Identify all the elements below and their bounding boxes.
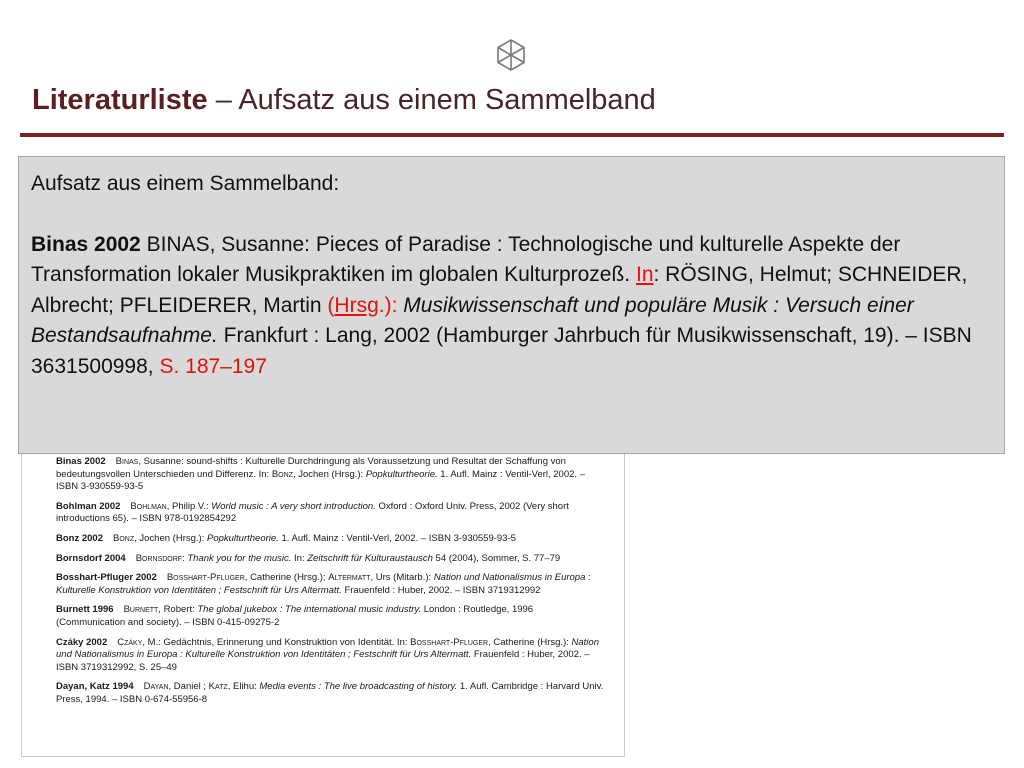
- slide-title: [32, 84, 656, 117]
- citation-example: Binas 2002 BINAS, Susanne: Pieces of Paradise : Technologische und kulturelle Aspekte der Transformation lokaler Musikpraktiken im globalen Kulturprozeß. In: RÖSING, Helmut; SCHNEIDER, Albrecht; PFLEIDERER, Martin (Hrsg.): Musikwissenschaft und populäre Musik : Versuch einer Bestandsaufnahme. Frankfurt : Lang, 2002 (Hamburger Jahrbuch für Musikwissenschaft, 19). – ISBN 3631500998, S. 187–197: [31, 232, 972, 378]
- bib-key: Bosshart-Pfluger 2002: [56, 572, 157, 584]
- bib-key: Dayan, Katz 1994: [56, 681, 134, 693]
- citation-key: Binas 2002: [31, 232, 141, 256]
- bib-entry: Czáky 2002 Czáky, M.: Gedächtnis, Erinnerung und Konstruktion von Identität. In: Bosshart-Pfluger, Catherine (Hrsg.): Nation und Nationalismus in Europa : Kulturelle Konstruktion von Identitäten ; Festschrift für Urs Altermatt. Frauenfeld : Huber, 2002. – ISBN 3719312992, S. 25–49: [56, 636, 599, 673]
- bib-key: Bonz 2002: [56, 532, 103, 544]
- example-callout-box: [18, 156, 1005, 454]
- bib-key: Burnett 1996: [56, 604, 114, 616]
- page-range: S. 187–197: [159, 354, 267, 378]
- bib-entry: Burnett 1996 Burnett, Robert: The global jukebox : The international music industry. London : Routledge, 1996 (Communication and society). – ISBN 0-415-09275-2: [56, 604, 534, 628]
- bib-key: Bohlman 2002: [56, 500, 121, 512]
- hrsg-keyword: Hrsg: [334, 293, 379, 317]
- bib-entry: Bosshart-Pfluger 2002 Bosshart-Pfluger, Catherine (Hrsg.); Altermatt, Urs (Mitarb.): Nation und Nationalismus in Europa : Kulturelle Konstruktion von Identitäten ; Festschrift für Urs Altermatt. Frauenfeld : Huber, 2002. – ISBN 3719312992: [56, 572, 591, 596]
- bib-entry: Bornsdorf 2004 Bornsdorf: Thank you for the music. In: Zeitschrift für Kulturaustausch 54 (2004), Sommer, S. 77–79: [56, 552, 561, 564]
- bib-entry: Dayan, Katz 1994 Dayan, Daniel ; Katz, Elihu: Media events : The live broadcasting of history. 1. Aufl. Cambridge : Harvard Univ. Press, 1994. – ISBN 0-674-55956-8: [56, 681, 604, 705]
- bibliography-excerpt: [21, 440, 625, 757]
- bib-entry: Bohlman 2002 Bohlman, Philip V.: World music : A very short introduction. Oxford : Oxford Univ. Press, 2002 (Very short introductions 65). – ISBN 978-0192854292: [56, 500, 569, 525]
- title-divider: [20, 133, 1004, 137]
- bib-entry: Binas 2002 Binas, Susanne: sound-shifts : Kulturelle Durchdringung als Voraussetzung und Resultat der Schaffung von bedeutungsvollen Unterschieden und Differenz. In: Bonz, Jochen (Hrsg.): Popkulturtheorie. 1. Aufl. Mainz : Ventil-Verl, 2002. – ISBN 3-930559-93-5: [56, 456, 585, 493]
- bib-key: Bornsdorf 2004: [56, 552, 126, 564]
- slide-title-main: Literaturliste: [32, 84, 208, 116]
- bib-key: Binas 2002: [56, 456, 106, 467]
- bib-key: Czáky 2002: [56, 636, 108, 648]
- slide-title-subtitle: – Aufsatz aus einem Sammelband: [207, 84, 656, 116]
- in-keyword: In: [635, 263, 654, 286]
- book-title: Musikwissenschaft und populäre Musik : Versuch einer Bestandsaufnahme.: [31, 293, 914, 347]
- bib-entry: Bonz 2002 Bonz, Jochen (Hrsg.): Popkulturtheorie. 1. Aufl. Mainz : Ventil-Verl, 2002. – ISBN 3-930559-93-5: [56, 532, 516, 544]
- callout-heading: Aufsatz aus einem Sammelband:: [31, 172, 340, 195]
- cube-logo-icon: [494, 38, 528, 72]
